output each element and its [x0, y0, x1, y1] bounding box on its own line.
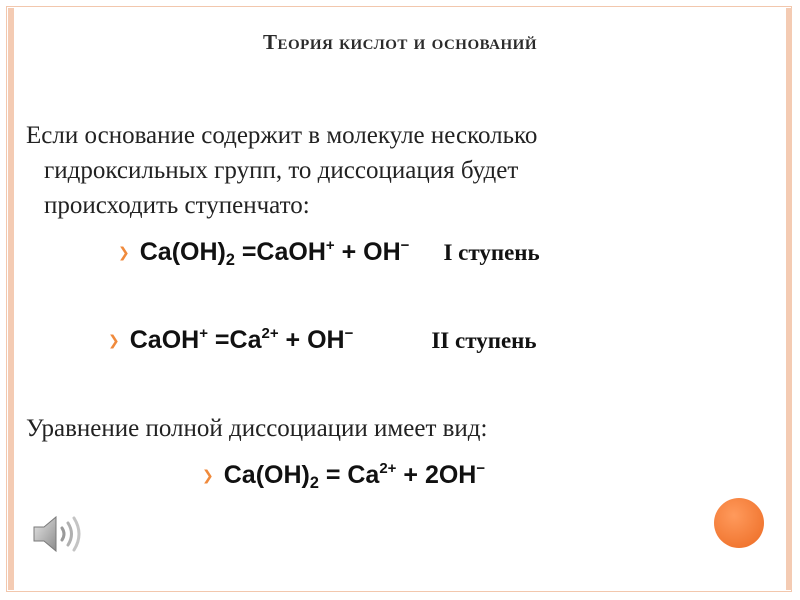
arrow-bullet-icon: ❯ — [108, 333, 120, 349]
left-border-strip — [8, 8, 14, 590]
summary-text: Уравнение полной диссоциации имеет вид: — [26, 415, 488, 442]
intro-paragraph — [26, 118, 706, 223]
step1-label: I ступень — [443, 240, 540, 265]
speaker-icon[interactable] — [30, 512, 86, 556]
arrow-bullet-icon: ❯ — [202, 468, 214, 484]
slide-title: Теория кислот и оснований — [262, 30, 538, 54]
decorative-orange-circle — [714, 498, 764, 548]
full-formula: $Ca(OH)_2 = Ca^{2+} + 2OH^-$ — [223, 460, 486, 492]
step1-equation-row — [118, 237, 540, 270]
intro-line-1: Если основание содержит в молекуле несколько — [26, 122, 538, 149]
slide-frame — [6, 6, 792, 592]
step2-formula: CaOH+ $=Ca^{2+} + OH^-$ — [129, 325, 354, 354]
step2-equation-row — [108, 325, 537, 355]
step1-formula: $Ca(OH)_2$ =CaOH+ + OH− — [139, 237, 410, 269]
arrow-bullet-icon: ❯ — [118, 245, 130, 261]
intro-line-3: происходить ступенчато: — [44, 192, 310, 219]
full-equation-row — [202, 460, 485, 493]
intro-line-2: гидроксильных групп, то диссоциация будет — [44, 157, 519, 184]
step2-label: II ступень — [431, 328, 537, 353]
right-border-strip — [786, 8, 792, 590]
